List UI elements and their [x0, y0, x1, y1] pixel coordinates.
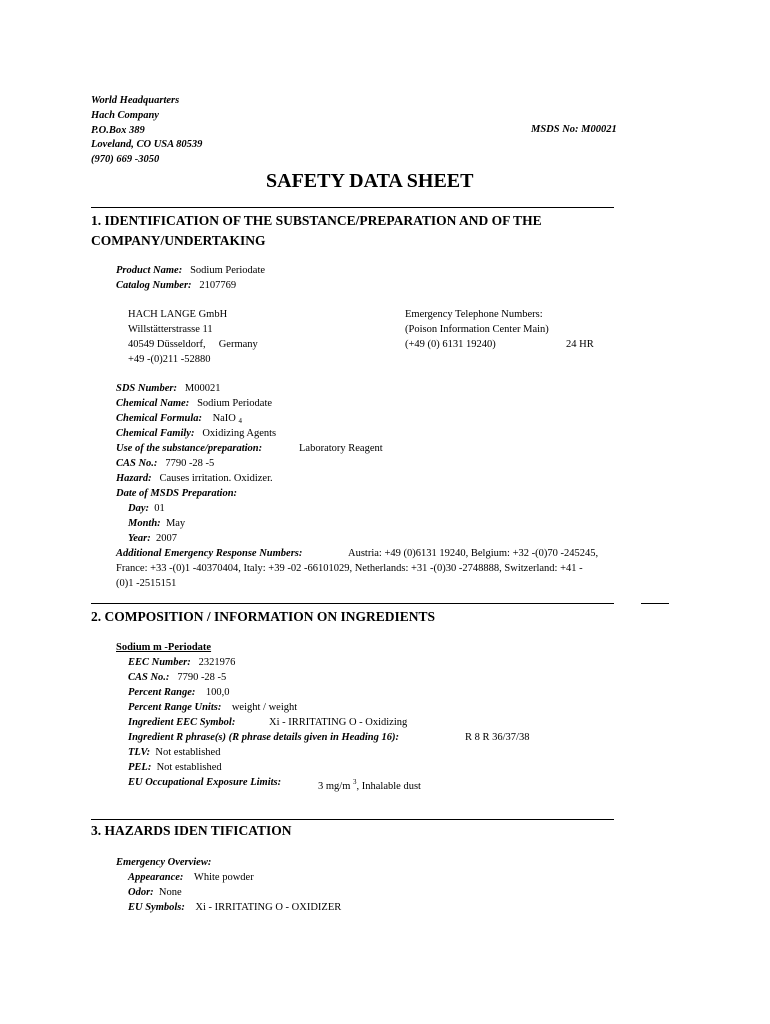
section-2-heading: 2. COMPOSITION / INFORMATION ON INGREDIENTS	[91, 609, 436, 624]
field-label: Catalog Number:	[116, 280, 192, 291]
sds-number-row	[116, 381, 220, 396]
product-name: Sodium Periodate	[190, 265, 266, 276]
product-name-row	[116, 263, 265, 278]
hq-line: Loveland, CO USA 80539	[91, 139, 203, 151]
percent-units-row	[128, 700, 297, 715]
field-label: EEC Number:	[128, 657, 191, 668]
company-city: 40549 Düsseldorf,	[128, 339, 206, 350]
field-label: Percent Range:	[128, 687, 196, 698]
divider	[641, 603, 669, 604]
field-label: PEL:	[128, 762, 152, 773]
field-label: CAS No.:	[116, 458, 158, 469]
company-line: Willstätterstrasse 11	[128, 324, 213, 335]
field-label: Product Name:	[116, 265, 183, 276]
company-phone: +49 -(0)211 -52880	[128, 354, 211, 365]
field-label: Day:	[128, 503, 149, 514]
eec-number-row	[128, 655, 235, 670]
eec-number: 2321976	[198, 657, 236, 668]
company-line: HACH LANGE GmbH	[128, 309, 228, 320]
field-label: EU Symbols:	[128, 902, 185, 913]
eu-symbols-row	[128, 900, 341, 915]
year-value: 2007	[156, 533, 177, 544]
oel-row	[128, 775, 281, 790]
hazard-text: Causes irritation. Oxidizer.	[159, 473, 273, 484]
formula-subscript: 4	[238, 417, 243, 425]
divider	[91, 603, 614, 604]
hazard-row	[116, 471, 273, 486]
field-label: Percent Range Units:	[128, 702, 222, 713]
company-country: Germany	[218, 339, 258, 350]
pel-row	[128, 760, 222, 775]
odor-value: None	[158, 887, 182, 898]
divider	[91, 819, 614, 820]
hq-line: Hach Company	[91, 109, 159, 121]
msds-number: MSDS No: M00021	[531, 124, 617, 135]
field-label: SDS Number:	[116, 383, 177, 394]
chemical-formula: NaIO	[212, 413, 236, 424]
month-row	[128, 516, 185, 531]
heading-line: 1. IDENTIFICATION OF THE SUBSTANCE/PREPARATION AND OF THE	[91, 213, 542, 228]
field-label: Odor:	[128, 887, 154, 898]
company-address	[128, 307, 258, 367]
catalog-number-row	[116, 278, 236, 293]
percent-units: weight / weight	[231, 702, 298, 713]
chemical-family-row	[116, 426, 276, 441]
cas-number: 7790 -28 -5	[177, 672, 227, 683]
oel-value: 3 mg/m	[318, 781, 351, 792]
emergency-line: Emergency Telephone Numbers:	[405, 309, 543, 320]
hq-line: P.O.Box 389	[91, 124, 145, 136]
field-label: CAS No.:	[128, 672, 170, 683]
field-label: Use of the substance/preparation:	[116, 443, 263, 454]
field-label: Emergency Overview:	[116, 857, 212, 868]
sds-number: M00021	[184, 383, 221, 394]
field-label: Ingredient EEC Symbol:	[128, 717, 236, 728]
tlv-value: Not established	[155, 747, 221, 758]
ingredient-cas-row	[128, 670, 226, 685]
headquarters-address	[91, 94, 202, 168]
oel-superscript: 3	[353, 778, 357, 786]
ingredient-name: Sodium m -Periodate	[116, 642, 212, 653]
eu-symbols-value: Xi - IRRITATING O - OXIDIZER	[195, 902, 342, 913]
field-label: Year:	[128, 533, 151, 544]
page-title: SAFETY DATA SHEET	[266, 170, 474, 192]
field-label: Hazard:	[116, 473, 152, 484]
chemical-name: Sodium Periodate	[197, 398, 273, 409]
hq-line: (970) 669 -3050	[91, 154, 160, 166]
odor-row	[128, 885, 182, 900]
emergency-line: (Poison Information Center Main)	[405, 324, 549, 335]
percent-range: 100,0	[205, 687, 230, 698]
oel-tail: , Inhalable dust	[356, 781, 421, 792]
chemical-family: Oxidizing Agents	[202, 428, 277, 439]
section-3-heading: 3. HAZARDS IDEN TIFICATION	[91, 823, 292, 838]
emergency-hours: 24 HR	[566, 339, 594, 350]
month-value: May	[165, 518, 186, 529]
use-row	[116, 441, 262, 456]
use-value: Laboratory Reagent	[299, 443, 383, 454]
cas-number: 7790 -28 -5	[165, 458, 215, 469]
field-label: Appearance:	[128, 872, 184, 883]
divider	[91, 207, 614, 208]
oel-value-row	[318, 775, 421, 794]
percent-range-row	[128, 685, 230, 700]
eec-symbol-row	[128, 715, 235, 730]
emergency-overview-row	[116, 855, 211, 870]
heading-line: COMPANY/UNDERTAKING	[91, 233, 266, 248]
day-row	[128, 501, 165, 516]
pel-value: Not established	[156, 762, 222, 773]
field-label: Date of MSDS Preparation:	[116, 488, 238, 499]
chemical-name-row	[116, 396, 272, 411]
day-value: 01	[154, 503, 165, 514]
field-label: Month:	[128, 518, 161, 529]
year-row	[128, 531, 177, 546]
field-label: Chemical Name:	[116, 398, 190, 409]
field-label: Ingredient R phrase(s) (R phrase details given in Heading 16):	[128, 732, 399, 743]
section-1-heading	[91, 211, 542, 251]
tlv-row	[128, 745, 220, 760]
hq-line: World Headquarters	[91, 95, 180, 106]
field-label: Additional Emergency Response Numbers:	[116, 548, 303, 559]
additional-numbers-line: (0)1 -2515151	[116, 578, 177, 589]
appearance-value: White powder	[193, 872, 254, 883]
company-city-row	[128, 337, 258, 352]
cas-row	[116, 456, 214, 471]
appearance-row	[128, 870, 254, 885]
emergency-numbers	[405, 307, 549, 352]
emergency-phone: (+49 (0) 6131 19240)	[405, 339, 496, 350]
catalog-number: 2107769	[199, 280, 237, 291]
field-label: Chemical Family:	[116, 428, 195, 439]
field-label: TLV:	[128, 747, 151, 758]
field-label: EU Occupational Exposure Limits:	[128, 777, 282, 788]
additional-numbers-line: France: +33 -(0)1 -40370404, Italy: +39 -02 -66101029, Netherlands: +31 -(0)30 -2748888, Switzerland: +41 -	[116, 563, 583, 574]
date-row	[116, 486, 237, 501]
additional-numbers-line: Austria: +49 (0)6131 19240, Belgium: +32 -(0)70 -245245,	[348, 548, 599, 559]
eec-symbol-value: Xi - IRRITATING O - Oxidizing	[269, 717, 408, 728]
additional-numbers-label-row	[116, 546, 302, 561]
r-phrase-row	[128, 730, 399, 745]
r-phrase-value: R 8 R 36/37/38	[465, 732, 530, 743]
field-label: Chemical Formula:	[116, 413, 203, 424]
